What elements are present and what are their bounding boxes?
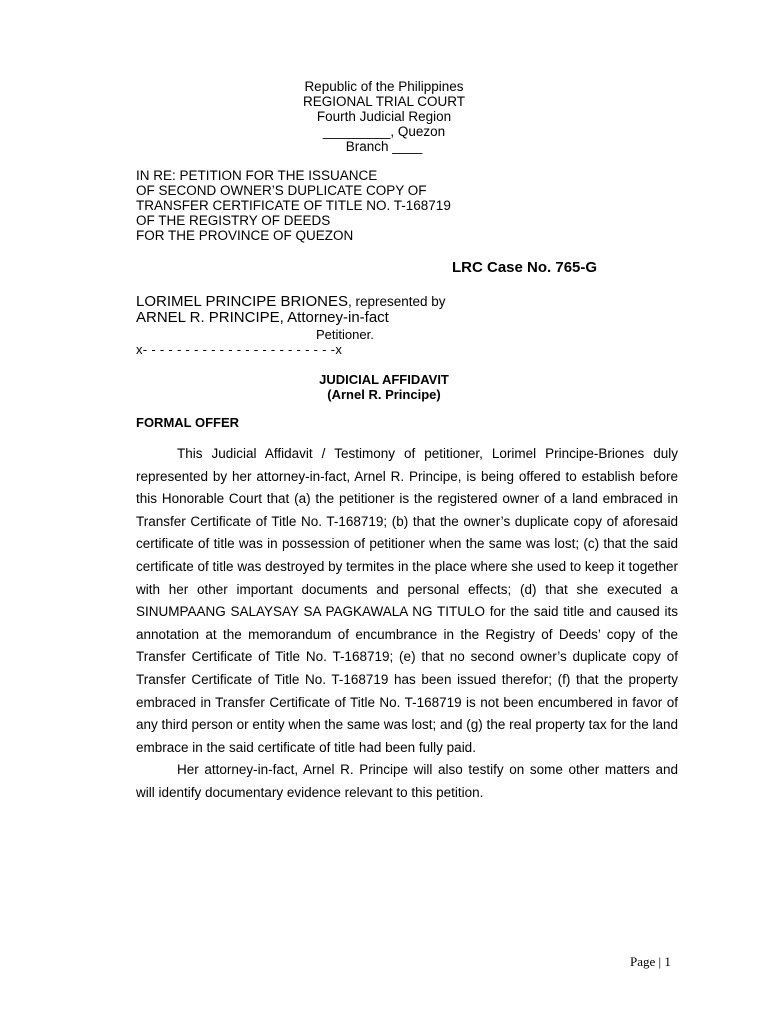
petitioner-name-line [136, 293, 446, 310]
caption-line: OF SECOND OWNER’S DUPLICATE COPY OF [136, 183, 427, 198]
header-region: Fourth Judicial Region [316, 109, 452, 124]
court-header [0, 79, 768, 154]
header-branch: Branch ____ [345, 139, 423, 154]
section-heading: FORMAL OFFER [136, 415, 240, 430]
title-line: JUDICIAL AFFIDAVIT [319, 372, 449, 387]
caption-line: TRANSFER CERTIFICATE OF TITLE NO. T-168719 [136, 198, 451, 213]
page-number: Page | 1 [630, 954, 671, 969]
header-court: REGIONAL TRIAL COURT [302, 94, 466, 109]
formal-offer-body [136, 443, 678, 805]
caption-separator: x- - - - - - - - - - - - - - - - - - - - - - -x [136, 342, 343, 357]
caption-line: OF THE REGISTRY OF DEEDS [136, 213, 331, 228]
petitioner-name: LORIMEL PRINCIPE BRIONES [136, 293, 348, 310]
attorney-in-fact: ARNEL R. PRINCIPE, Attorney-in-fact [136, 309, 389, 326]
case-number: LRC Case No. 765-G [452, 259, 598, 276]
party-role: Petitioner. [316, 327, 374, 342]
document-title [0, 372, 768, 402]
caption-line: IN RE: PETITION FOR THE ISSUANCE [136, 168, 378, 183]
header-republic: Republic of the Philippines [304, 79, 464, 94]
represented-by: , represented by [348, 294, 446, 309]
title-subline: (Arnel R. Principe) [327, 387, 441, 402]
paragraph: Her attorney-in-fact, Arnel R. Principe will also testify on some other matters and will identify documentary evidence relevant to this petition. [136, 762, 678, 800]
paragraph: This Judicial Affidavit / Testimony of petitioner, Lorimel Principe-Briones duly represented by her attorney-in-fact, Arnel R. Principe, is being offered to establish before this Honorable Court that (a) the petitioner is the registered owner of a land embraced in Transfer Certificate of Title No. T-168719; (b) that the owner’s duplicate copy of aforesaid certificate of title was in possession of petitioner when the same was lost; (c) that the said certificate of title was destroyed by termites in the place where she used to keep it together with her other important documents and personal effects; (d) that she executed a SINUMPAANG SALAYSAY SA PAGKAWALA NG TITULO for the said title and caused its annotation at the memorandum of encumbrance in the Registry of Deeds’ copy of the Transfer Certificate of Title No. T-168719; (e) that no second owner’s duplicate copy of Transfer Certificate of Title No. T-168719 has been issued therefor; (f) that the property embraced in Transfer Certificate of Title No. T-168719 is not been encumbered in favor of any third person or entity when the same was lost; and (g) the real property tax for the land embrace in the said certificate of title had been fully paid. [136, 446, 678, 755]
case-caption [136, 168, 451, 243]
caption-line: FOR THE PROVINCE OF QUEZON [136, 228, 354, 243]
header-location: _________, Quezon [322, 124, 446, 139]
